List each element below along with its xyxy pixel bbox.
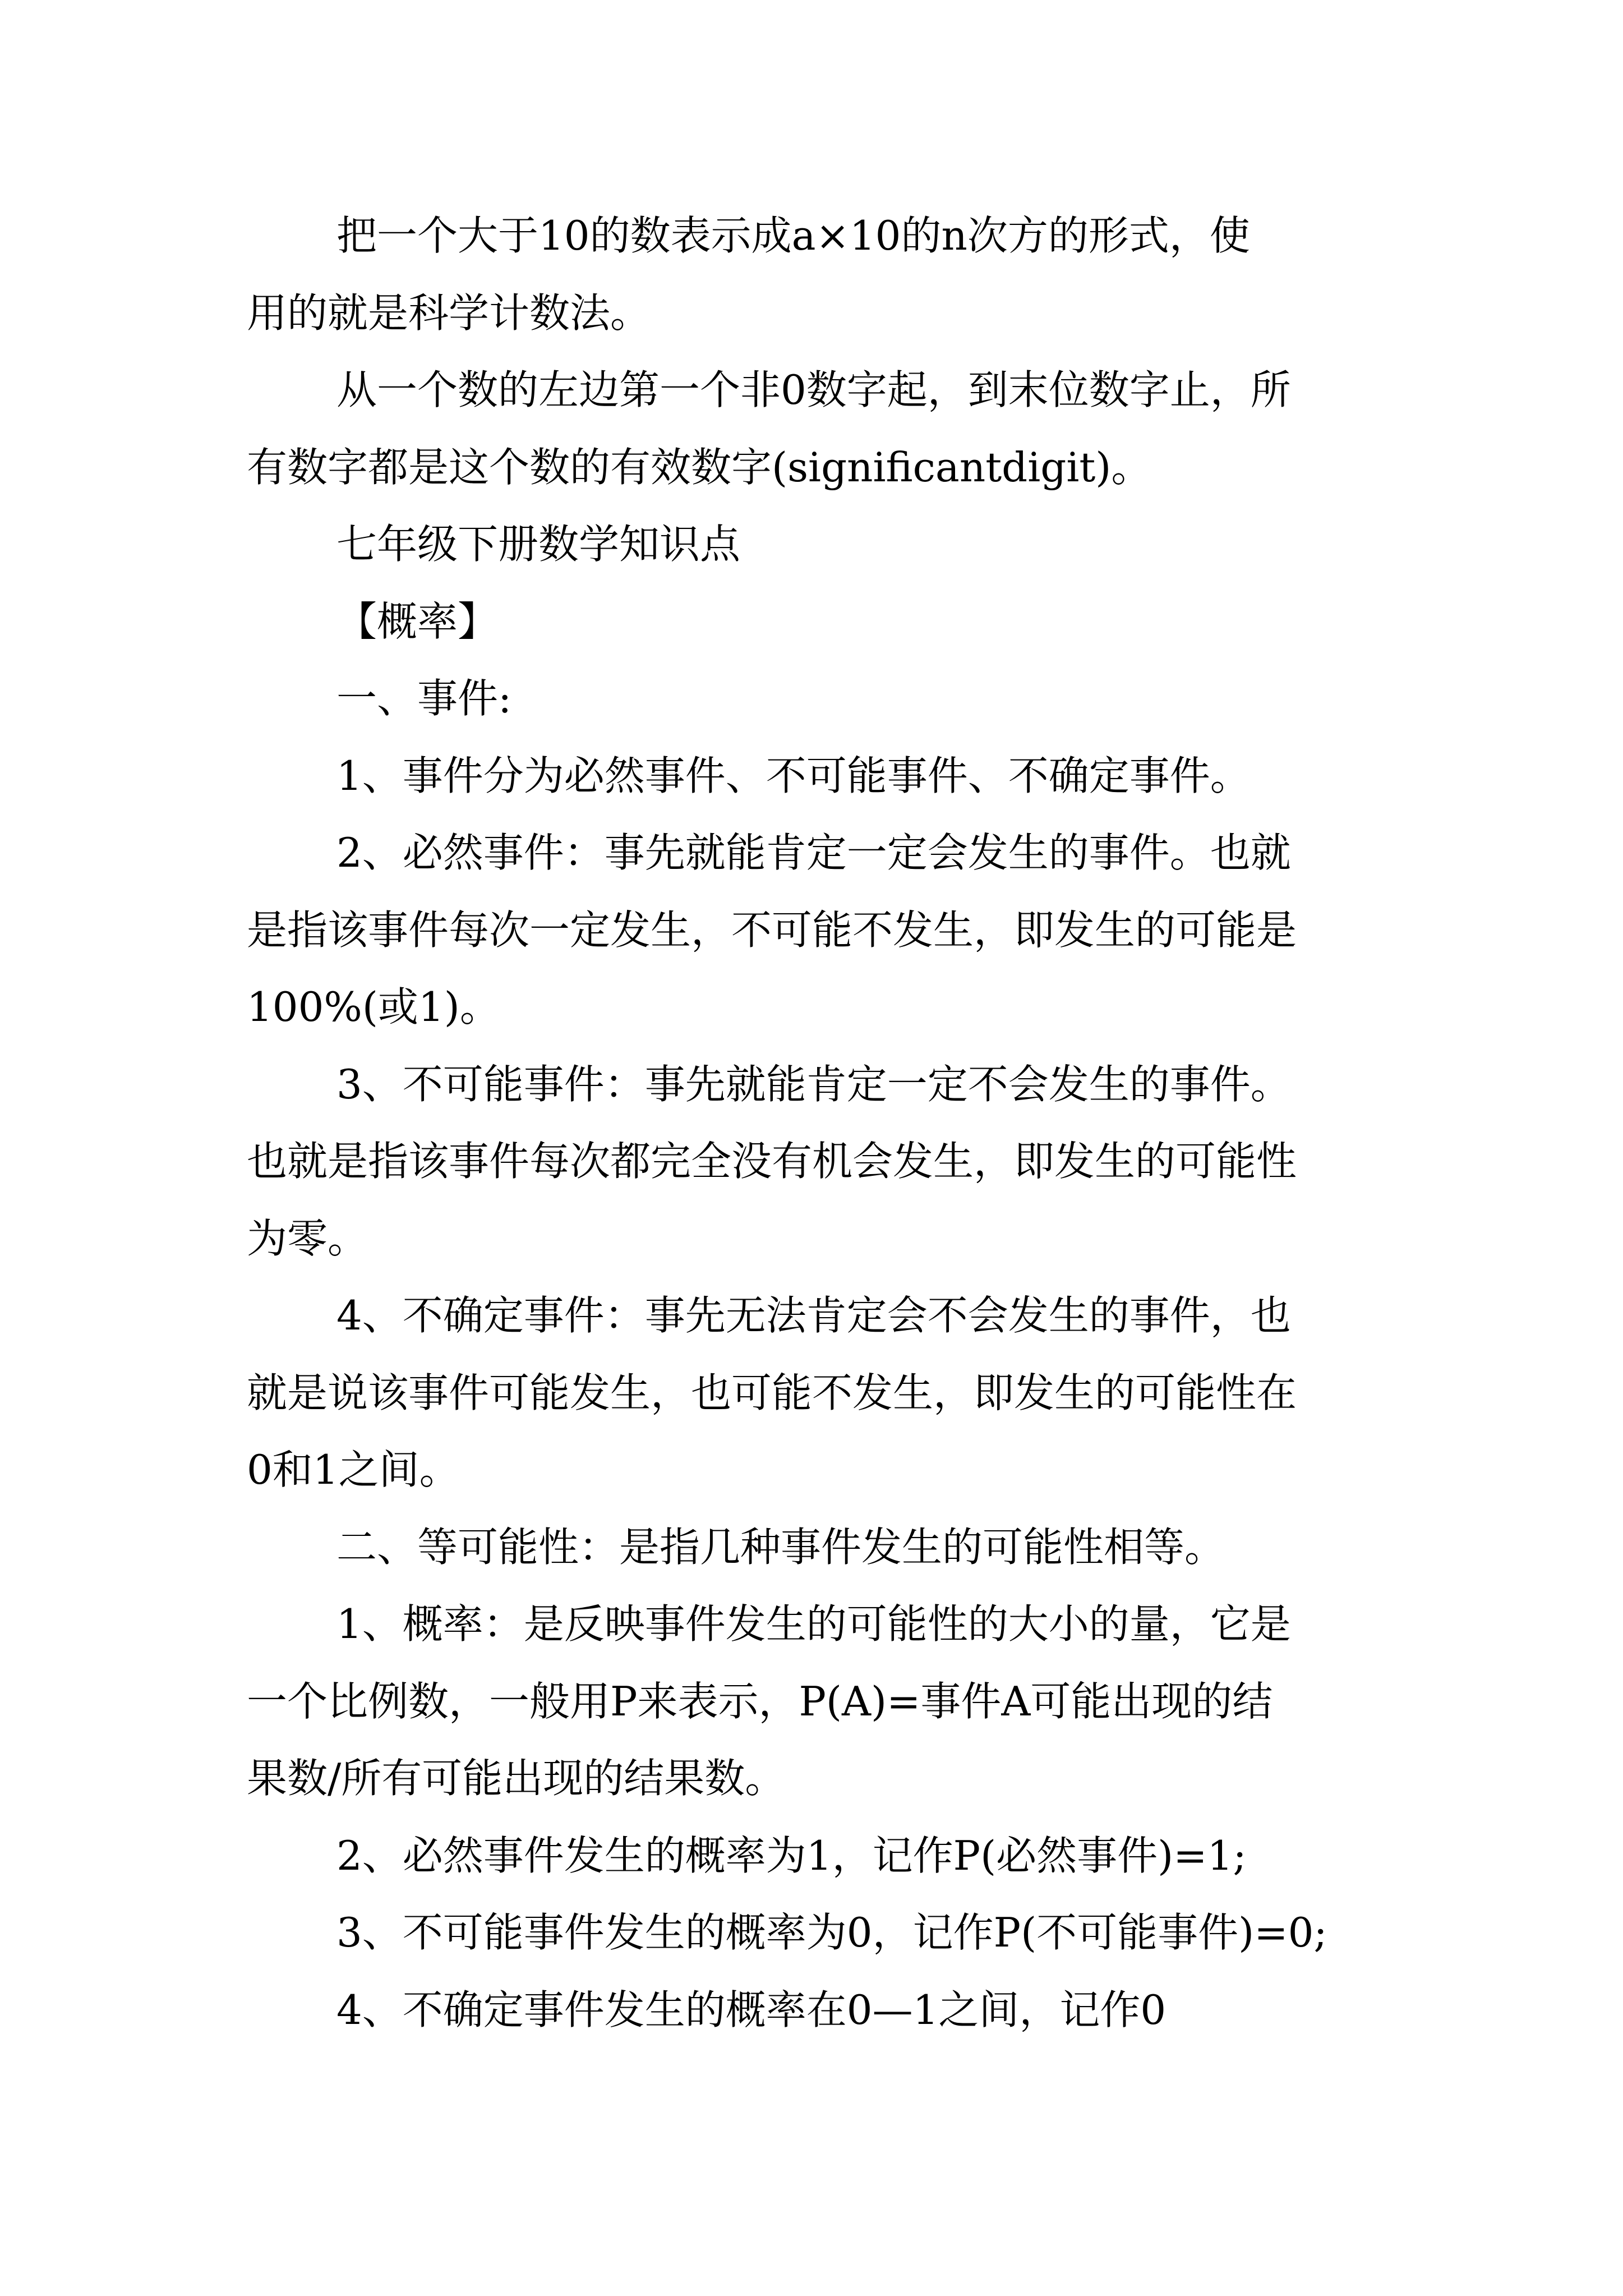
section-heading: 七年级下册数学知识点 xyxy=(336,521,741,568)
subsection-heading: 二、等可能性：是指几种事件发生的可能性相等。 xyxy=(336,1523,1225,1571)
paragraph-line: 100%(或1)。 xyxy=(247,983,500,1030)
paragraph-line: 1、概率：是反映事件发生的可能性的大小的量，它是 xyxy=(336,1600,1291,1648)
paragraph-line: 从一个数的左边第一个非0数字起，到末位数字止，所 xyxy=(336,366,1291,413)
paragraph-line: 3、不可能事件发生的概率为0，记作P(不可能事件)=0; xyxy=(336,1909,1327,1956)
paragraph-line: 为零。 xyxy=(247,1214,368,1262)
paragraph-line: 2、必然事件：事先就能肯定一定会发生的事件。也就 xyxy=(336,829,1291,876)
paragraph-line: 有数字都是这个数的有效数字(significantdigit)。 xyxy=(247,443,1152,491)
paragraph-line: 4、不确定事件发生的概率在0—1之间，记作0 xyxy=(336,1986,1166,2033)
paragraph-line: 就是说该事件可能发生，也可能不发生，即发生的可能性在 xyxy=(247,1369,1297,1416)
paragraph-line: 3、不可能事件：事先就能肯定一定不会发生的事件。 xyxy=(336,1060,1291,1108)
paragraph-line: 一个比例数，一般用P来表示，P(A)=事件A可能出现的结 xyxy=(247,1677,1273,1725)
paragraph-line: 4、不确定事件：事先无法肯定会不会发生的事件，也 xyxy=(336,1292,1291,1339)
paragraph-line: 是指该事件每次一定发生，不可能不发生，即发生的可能是 xyxy=(247,906,1297,954)
paragraph-line: 果数/所有可能出现的结果数。 xyxy=(247,1755,786,1802)
document-body xyxy=(247,197,1385,2049)
subsection-heading: 一、事件: xyxy=(336,675,512,722)
paragraph-line: 用的就是科学计数法。 xyxy=(247,289,651,337)
topic-heading: 【概率】 xyxy=(336,597,499,645)
paragraph-line: 把一个大于10的数表示成a×10的n次方的形式，使 xyxy=(336,212,1250,259)
paragraph-line: 也就是指该事件每次都完全没有机会发生，即发生的可能性 xyxy=(247,1138,1297,1185)
paragraph-line: 0和1之间。 xyxy=(247,1446,460,1493)
paragraph-line: 1、事件分为必然事件、不可能事件、不确定事件。 xyxy=(336,752,1251,799)
paragraph-line: 2、必然事件发生的概率为1，记作P(必然事件)=1; xyxy=(336,1832,1247,1879)
